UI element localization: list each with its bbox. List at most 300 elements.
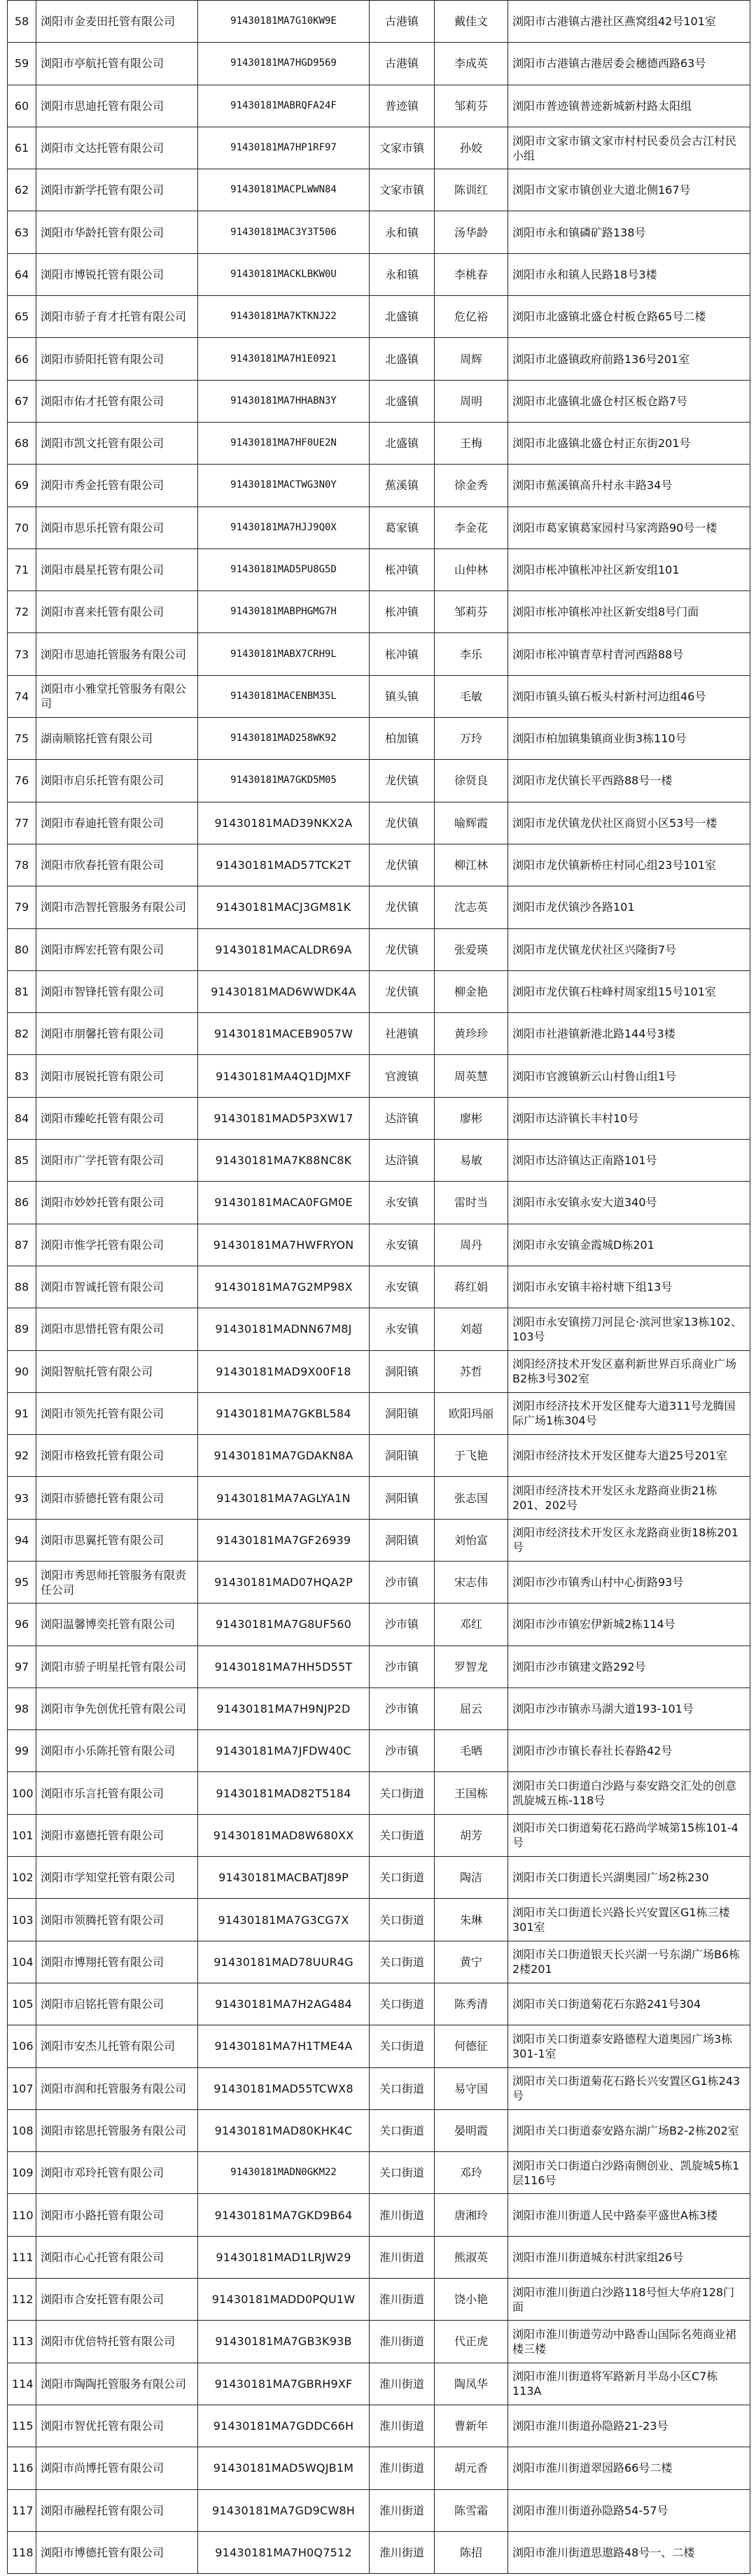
credit-code-cell: 91430181MACBATJ89P	[198, 1857, 370, 1899]
town-cell: 龙伏镇	[370, 928, 435, 970]
table-row	[8, 1097, 750, 1139]
table-row	[8, 253, 750, 295]
town-cell: 关口街道	[370, 2067, 435, 2109]
row-number-cell: 113	[8, 2321, 36, 2363]
row-number-cell: 63	[8, 211, 36, 253]
table-row	[8, 422, 750, 464]
company-name-cell: 浏阳市嘉德托管有限公司	[36, 1814, 198, 1856]
credit-code-cell: 91430181MAD55TCWX8	[198, 2067, 370, 2109]
legal-person-cell: 代正虎	[435, 2321, 508, 2363]
company-name-cell: 浏阳智航托管有限公司	[36, 1350, 198, 1392]
legal-person-cell: 孙姣	[435, 127, 508, 169]
address-cell: 浏阳市枨冲镇青草村青河西路88号	[508, 633, 750, 675]
legal-person-cell: 邹莉芬	[435, 85, 508, 127]
table-row	[8, 1730, 750, 1772]
company-name-cell: 浏阳市亭航托管有限公司	[36, 43, 198, 85]
table-row	[8, 169, 750, 211]
credit-code-cell: 91430181MA7G2MP98X	[198, 1266, 370, 1308]
table-row	[8, 1604, 750, 1646]
table-row	[8, 2236, 750, 2278]
company-name-cell: 浏阳市秀思师托管服务有限责任公司	[36, 1561, 198, 1603]
credit-code-cell: 91430181MACA0FGM0E	[198, 1182, 370, 1224]
credit-code-cell: 91430181MA7GKD5M05	[198, 760, 370, 802]
address-cell: 浏阳经济技术开发区嘉利新世界百乐商业广场B2栋3号302室	[508, 1350, 750, 1392]
legal-person-cell: 苏哲	[435, 1350, 508, 1392]
row-number-cell: 73	[8, 633, 36, 675]
address-cell: 浏阳市淮川街道孙隐路21-23号	[508, 2405, 750, 2447]
legal-person-cell: 山仲林	[435, 549, 508, 590]
row-number-cell: 108	[8, 2109, 36, 2151]
credit-code-cell: 91430181MA7KTKNJ22	[198, 296, 370, 338]
credit-code-cell: 91430181MA7GF26939	[198, 1519, 370, 1561]
company-name-cell: 浏阳市智优托管有限公司	[36, 2405, 198, 2447]
company-name-cell: 浏阳市学知堂托管有限公司	[36, 1857, 198, 1899]
legal-person-cell: 喻辉霞	[435, 802, 508, 844]
table-row	[8, 886, 750, 928]
company-name-cell: 浏阳市安杰儿托管有限公司	[36, 2025, 198, 2067]
credit-code-cell: 91430181MAD80KHK4C	[198, 2109, 370, 2151]
legal-person-cell: 刘超	[435, 1308, 508, 1350]
town-cell: 官渡镇	[370, 1055, 435, 1097]
address-cell: 浏阳市关口街道菊花石路尚学城第15栋101-4号	[508, 1814, 750, 1856]
legal-person-cell: 易守国	[435, 2067, 508, 2109]
table-row	[8, 380, 750, 422]
row-number-cell: 82	[8, 1013, 36, 1055]
table-row	[8, 718, 750, 760]
table-row	[8, 338, 750, 380]
address-cell: 浏阳市淮川街道翠园路66号二楼	[508, 2447, 750, 2489]
credit-code-cell: 91430181MA7H9NJP2D	[198, 1687, 370, 1729]
legal-person-cell: 徐金秀	[435, 465, 508, 507]
address-cell: 浏阳市龙伏镇龙伏社区兴隆街7号	[508, 928, 750, 970]
legal-person-cell: 周英慧	[435, 1055, 508, 1097]
row-number-cell: 84	[8, 1097, 36, 1139]
legal-person-cell: 蒋红娟	[435, 1266, 508, 1308]
table-row	[8, 465, 750, 507]
legal-person-cell: 周明	[435, 380, 508, 422]
company-name-cell: 浏阳市融程托管有限公司	[36, 2489, 198, 2531]
company-name-cell: 浏阳市润和托管服务有限公司	[36, 2067, 198, 2109]
table-row	[8, 1392, 750, 1434]
town-cell: 洞阳镇	[370, 1477, 435, 1519]
company-name-cell: 浏阳市思惜托管有限公司	[36, 1308, 198, 1350]
company-name-cell: 浏阳市展锐托管有限公司	[36, 1055, 198, 1097]
registry-table	[7, 0, 750, 2574]
address-cell: 浏阳市永和镇人民路18号3楼	[508, 253, 750, 295]
legal-person-cell: 黄珍珍	[435, 1013, 508, 1055]
address-cell: 浏阳市永和镇磷矿路138号	[508, 211, 750, 253]
legal-person-cell: 陈招	[435, 2531, 508, 2573]
credit-code-cell: 91430181MABRQFA24F	[198, 85, 370, 127]
row-number-cell: 81	[8, 970, 36, 1012]
table-row	[8, 211, 750, 253]
legal-person-cell: 陶洁	[435, 1857, 508, 1899]
town-cell: 柏加镇	[370, 718, 435, 760]
company-name-cell: 浏阳市欣春托管有限公司	[36, 844, 198, 886]
table-row	[8, 1519, 750, 1561]
credit-code-cell: 91430181MAD8W680XX	[198, 1814, 370, 1856]
town-cell: 沙市镇	[370, 1561, 435, 1603]
table-row	[8, 1182, 750, 1224]
address-cell: 浏阳市经济技术开发区健寿大道25号201室	[508, 1435, 750, 1477]
company-name-cell: 浏阳市邓玲托管有限公司	[36, 2152, 198, 2194]
credit-code-cell: 91430181MA7HH5D55T	[198, 1646, 370, 1687]
legal-person-cell: 张爱瑛	[435, 928, 508, 970]
row-number-cell: 69	[8, 465, 36, 507]
row-number-cell: 86	[8, 1182, 36, 1224]
legal-person-cell: 胡元香	[435, 2447, 508, 2489]
address-cell: 浏阳市龙伏镇龙伏社区商贸小区53号一楼	[508, 802, 750, 844]
table-row	[8, 1013, 750, 1055]
table-row	[8, 1224, 750, 1266]
row-number-cell: 58	[8, 1, 36, 43]
town-cell: 社港镇	[370, 1013, 435, 1055]
address-cell: 浏阳市龙伏镇沙各路101	[508, 886, 750, 928]
address-cell: 浏阳市沙市镇长春社长春路42号	[508, 1730, 750, 1772]
table-row	[8, 1055, 750, 1097]
credit-code-cell: 91430181MA7H1TME4A	[198, 2025, 370, 2067]
address-cell: 浏阳市枨冲镇枨冲社区新安组8号门面	[508, 591, 750, 633]
town-cell: 龙伏镇	[370, 886, 435, 928]
credit-code-cell: 91430181MA7HF0UE2N	[198, 422, 370, 464]
address-cell: 浏阳市沙市镇宏伊新城2栋114号	[508, 1604, 750, 1646]
row-number-cell: 107	[8, 2067, 36, 2109]
company-name-cell: 浏阳市广学托管有限公司	[36, 1140, 198, 1182]
legal-person-cell: 何德征	[435, 2025, 508, 2067]
credit-code-cell: 91430181MA7GKD9B64	[198, 2194, 370, 2236]
credit-code-cell: 91430181MA7H2AG484	[198, 1983, 370, 2025]
legal-person-cell: 屈云	[435, 1687, 508, 1729]
credit-code-cell: 91430181MAD5P3XW17	[198, 1097, 370, 1139]
address-cell: 浏阳市沙市镇秀山村中心街路93号	[508, 1561, 750, 1603]
credit-code-cell: 91430181MA7HGD9569	[198, 43, 370, 85]
row-number-cell: 96	[8, 1604, 36, 1646]
row-number-cell: 112	[8, 2279, 36, 2321]
company-name-cell: 浏阳市思翼托管有限公司	[36, 1519, 198, 1561]
town-cell: 沙市镇	[370, 1730, 435, 1772]
row-number-cell: 83	[8, 1055, 36, 1097]
company-name-cell: 浏阳市骄阳托管有限公司	[36, 338, 198, 380]
town-cell: 永安镇	[370, 1266, 435, 1308]
address-cell: 浏阳市北盛镇北盛仓村区板仓路7号	[508, 380, 750, 422]
row-number-cell: 116	[8, 2447, 36, 2489]
company-name-cell: 浏阳市心心托管有限公司	[36, 2236, 198, 2278]
town-cell: 关口街道	[370, 2109, 435, 2151]
row-number-cell: 118	[8, 2531, 36, 2573]
table-row	[8, 1772, 750, 1814]
town-cell: 关口街道	[370, 1772, 435, 1814]
address-cell: 浏阳市关口街道泰安路德程大道奥园广场3栋301-1室	[508, 2025, 750, 2067]
address-cell: 浏阳市淮川街道将军路新月半岛小区C7栋113A	[508, 2363, 750, 2405]
credit-code-cell: 91430181MA7G10KW9E	[198, 1, 370, 43]
credit-code-cell: 91430181MABPHGMG7H	[198, 591, 370, 633]
address-cell: 浏阳市北盛镇北盛仓村板仓路65号二楼	[508, 296, 750, 338]
row-number-cell: 106	[8, 2025, 36, 2067]
town-cell: 北盛镇	[370, 380, 435, 422]
town-cell: 淮川街道	[370, 2279, 435, 2321]
legal-person-cell: 邓玲	[435, 2152, 508, 2194]
legal-person-cell: 雷时当	[435, 1182, 508, 1224]
legal-person-cell: 万玲	[435, 718, 508, 760]
row-number-cell: 59	[8, 43, 36, 85]
credit-code-cell: 91430181MA7HWFRYON	[198, 1224, 370, 1266]
company-name-cell: 浏阳市启乐托管有限公司	[36, 760, 198, 802]
row-number-cell: 109	[8, 2152, 36, 2194]
credit-code-cell: 91430181MAD57TCK2T	[198, 844, 370, 886]
town-cell: 永和镇	[370, 253, 435, 295]
table-row	[8, 2194, 750, 2236]
row-number-cell: 74	[8, 675, 36, 717]
credit-code-cell: 91430181MA7H1E0921	[198, 338, 370, 380]
town-cell: 淮川街道	[370, 2321, 435, 2363]
company-name-cell: 浏阳市思迪托管有限公司	[36, 85, 198, 127]
town-cell: 沙市镇	[370, 1604, 435, 1646]
town-cell: 永安镇	[370, 1308, 435, 1350]
address-cell: 浏阳市关口街道菊花石东路241号304	[508, 1983, 750, 2025]
town-cell: 文家市镇	[370, 127, 435, 169]
company-name-cell: 浏阳市惟学托管有限公司	[36, 1224, 198, 1266]
legal-person-cell: 周丹	[435, 1224, 508, 1266]
table-row	[8, 2489, 750, 2531]
company-name-cell: 浏阳市辉宏托管有限公司	[36, 928, 198, 970]
credit-code-cell: 91430181MA7GBRH9XF	[198, 2363, 370, 2405]
address-cell: 浏阳市关口街道银天长兴湖一号东湖广场B6栋2楼201	[508, 1941, 750, 1983]
company-name-cell: 浏阳市金麦田托管有限公司	[36, 1, 198, 43]
legal-person-cell: 晏明霞	[435, 2109, 508, 2151]
credit-code-cell: 91430181MAD5WQJB1M	[198, 2447, 370, 2489]
row-number-cell: 115	[8, 2405, 36, 2447]
table-row	[8, 1435, 750, 1477]
address-cell: 浏阳市龙伏镇新桥庄村同心组23号101室	[508, 844, 750, 886]
row-number-cell: 103	[8, 1899, 36, 1941]
town-cell: 北盛镇	[370, 422, 435, 464]
address-cell: 浏阳市淮川街道白沙路118号恒大华府128门面	[508, 2279, 750, 2321]
town-cell: 古港镇	[370, 1, 435, 43]
address-cell: 浏阳市蕉溪镇高升村永丰路34号	[508, 465, 750, 507]
town-cell: 镇头镇	[370, 675, 435, 717]
legal-person-cell: 李桃春	[435, 253, 508, 295]
table-row	[8, 802, 750, 844]
row-number-cell: 67	[8, 380, 36, 422]
company-name-cell: 浏阳市争先创优托管有限公司	[36, 1687, 198, 1729]
credit-code-cell: 91430181MADN0GKM22	[198, 2152, 370, 2194]
row-number-cell: 90	[8, 1350, 36, 1392]
town-cell: 龙伏镇	[370, 844, 435, 886]
row-number-cell: 104	[8, 1941, 36, 1983]
row-number-cell: 105	[8, 1983, 36, 2025]
credit-code-cell: 91430181MADNN67M8J	[198, 1308, 370, 1350]
credit-code-cell: 91430181MACPLWWN84	[198, 169, 370, 211]
credit-code-cell: 91430181MACTWG3N0Y	[198, 465, 370, 507]
legal-person-cell: 危亿裕	[435, 296, 508, 338]
town-cell: 淮川街道	[370, 2194, 435, 2236]
credit-code-cell: 91430181MAD5PU8G5D	[198, 549, 370, 590]
legal-person-cell: 陈雪霜	[435, 2489, 508, 2531]
credit-code-cell: 91430181MA7G3CG7X	[198, 1899, 370, 1941]
credit-code-cell: 91430181MA7HP1RF97	[198, 127, 370, 169]
address-cell: 浏阳市关口街道泰安路东湖广场B2-2栋202室	[508, 2109, 750, 2151]
table-row	[8, 2279, 750, 2321]
row-number-cell: 77	[8, 802, 36, 844]
registry-table-body	[8, 1, 750, 2574]
address-cell: 浏阳市文家市镇文家市村村民委员会古江村民小组	[508, 127, 750, 169]
address-cell: 浏阳市经济技术开发区健寿大道311号龙腾国际广场1栋304号	[508, 1392, 750, 1434]
legal-person-cell: 王梅	[435, 422, 508, 464]
address-cell: 浏阳市文家市镇创业大道北侧167号	[508, 169, 750, 211]
address-cell: 浏阳市关口街道菊花石路长兴安置区G1栋243号	[508, 2067, 750, 2109]
credit-code-cell: 91430181MAD07HQA2P	[198, 1561, 370, 1603]
table-row	[8, 1561, 750, 1603]
row-number-cell: 110	[8, 2194, 36, 2236]
credit-code-cell: 91430181MAD9X00F18	[198, 1350, 370, 1392]
table-row	[8, 1941, 750, 1983]
table-row	[8, 2025, 750, 2067]
town-cell: 洞阳镇	[370, 1350, 435, 1392]
address-cell: 浏阳市达浒镇达正南路101号	[508, 1140, 750, 1182]
company-name-cell: 浏阳市骄子明星托管有限公司	[36, 1646, 198, 1687]
company-name-cell: 浏阳市领腾托管有限公司	[36, 1899, 198, 1941]
credit-code-cell: 91430181MAC3Y3T506	[198, 211, 370, 253]
legal-person-cell: 王国栋	[435, 1772, 508, 1814]
credit-code-cell: 91430181MABX7CRH9L	[198, 633, 370, 675]
table-row	[8, 2405, 750, 2447]
credit-code-cell: 91430181MA7AGLYA1N	[198, 1477, 370, 1519]
row-number-cell: 80	[8, 928, 36, 970]
credit-code-cell: 91430181MA7GKBL584	[198, 1392, 370, 1434]
row-number-cell: 62	[8, 169, 36, 211]
address-cell: 浏阳市关口街道白沙路南侧创业、凯旋城5栋1层116号	[508, 2152, 750, 2194]
row-number-cell: 70	[8, 507, 36, 549]
row-number-cell: 61	[8, 127, 36, 169]
legal-person-cell: 宋志伟	[435, 1561, 508, 1603]
row-number-cell: 85	[8, 1140, 36, 1182]
table-row	[8, 2321, 750, 2363]
town-cell: 淮川街道	[370, 2489, 435, 2531]
town-cell: 永安镇	[370, 1182, 435, 1224]
table-row	[8, 633, 750, 675]
legal-person-cell: 易敏	[435, 1140, 508, 1182]
address-cell: 浏阳市官渡镇新云山村鲁山组1号	[508, 1055, 750, 1097]
credit-code-cell: 91430181MAD82T5184	[198, 1772, 370, 1814]
address-cell: 浏阳市古港镇古港社区燕窝组42号101室	[508, 1, 750, 43]
row-number-cell: 99	[8, 1730, 36, 1772]
town-cell: 洞阳镇	[370, 1435, 435, 1477]
address-cell: 浏阳市淮川街道城东村洪家组26号	[508, 2236, 750, 2278]
address-cell: 浏阳市关口街道白沙路与泰安路交汇处的创意凯旋城五栋-118号	[508, 1772, 750, 1814]
table-row	[8, 43, 750, 85]
legal-person-cell: 于飞艳	[435, 1435, 508, 1477]
legal-person-cell: 柳江林	[435, 844, 508, 886]
row-number-cell: 64	[8, 253, 36, 295]
town-cell: 洞阳镇	[370, 1519, 435, 1561]
town-cell: 淮川街道	[370, 2531, 435, 2573]
legal-person-cell: 朱琳	[435, 1899, 508, 1941]
address-cell: 浏阳市沙市镇建文路292号	[508, 1646, 750, 1687]
row-number-cell: 92	[8, 1435, 36, 1477]
company-name-cell: 浏阳市博锐托管有限公司	[36, 253, 198, 295]
legal-person-cell: 徐贤良	[435, 760, 508, 802]
credit-code-cell: 91430181MAD1LRJW29	[198, 2236, 370, 2278]
address-cell: 浏阳市淮川街道劳动中路香山国际名苑商业裙楼三楼	[508, 2321, 750, 2363]
credit-code-cell: 91430181MA7G8UF560	[198, 1604, 370, 1646]
town-cell: 达浒镇	[370, 1097, 435, 1139]
table-row	[8, 591, 750, 633]
address-cell: 浏阳市葛家镇葛家园村马家湾路90号一楼	[508, 507, 750, 549]
legal-person-cell: 欧阳玛丽	[435, 1392, 508, 1434]
address-cell: 浏阳市永安镇永安大道340号	[508, 1182, 750, 1224]
address-cell: 浏阳市龙伏镇长平西路88号一楼	[508, 760, 750, 802]
town-cell: 关口街道	[370, 2152, 435, 2194]
town-cell: 文家市镇	[370, 169, 435, 211]
row-number-cell: 76	[8, 760, 36, 802]
row-number-cell: 78	[8, 844, 36, 886]
table-row	[8, 1646, 750, 1687]
row-number-cell: 66	[8, 338, 36, 380]
table-row	[8, 844, 750, 886]
row-number-cell: 100	[8, 1772, 36, 1814]
company-name-cell: 浏阳市铭思托管服务有限公司	[36, 2109, 198, 2151]
address-cell: 浏阳市柏加镇集镇商业街3栋110号	[508, 718, 750, 760]
address-cell: 浏阳市北盛镇政府前路136号201室	[508, 338, 750, 380]
company-name-cell: 浏阳市朋馨托管有限公司	[36, 1013, 198, 1055]
legal-person-cell: 胡芳	[435, 1814, 508, 1856]
town-cell: 枨冲镇	[370, 549, 435, 590]
town-cell: 永安镇	[370, 1224, 435, 1266]
row-number-cell: 72	[8, 591, 36, 633]
table-row	[8, 675, 750, 717]
company-name-cell: 浏阳市优倍特托管有限公司	[36, 2321, 198, 2363]
town-cell: 关口街道	[370, 1899, 435, 1941]
table-row	[8, 760, 750, 802]
address-cell: 浏阳市淮川街道人民中路泰平盛世A栋3楼	[508, 2194, 750, 2236]
address-cell: 浏阳市古港镇古港居委会穗德西路63号	[508, 43, 750, 85]
row-number-cell: 101	[8, 1814, 36, 1856]
legal-person-cell: 李金花	[435, 507, 508, 549]
table-row	[8, 127, 750, 169]
address-cell: 浏阳市永安镇金霞城D栋201	[508, 1224, 750, 1266]
company-name-cell: 浏阳市华龄托管有限公司	[36, 211, 198, 253]
table-row	[8, 928, 750, 970]
company-name-cell: 浏阳市领先托管有限公司	[36, 1392, 198, 1434]
row-number-cell: 93	[8, 1477, 36, 1519]
row-number-cell: 75	[8, 718, 36, 760]
town-cell: 关口街道	[370, 1814, 435, 1856]
company-name-cell: 浏阳市思乐托管有限公司	[36, 507, 198, 549]
company-name-cell: 浏阳市浩智托管服务有限公司	[36, 886, 198, 928]
row-number-cell: 88	[8, 1266, 36, 1308]
table-row	[8, 2363, 750, 2405]
address-cell: 浏阳市永安镇丰裕村塘下组13号	[508, 1266, 750, 1308]
legal-person-cell: 邹莉芬	[435, 591, 508, 633]
company-name-cell: 浏阳市骄子育才托管有限公司	[36, 296, 198, 338]
legal-person-cell: 张志国	[435, 1477, 508, 1519]
address-cell: 浏阳市枨冲镇枨冲社区新安组101	[508, 549, 750, 590]
credit-code-cell: 91430181MAD39NKX2A	[198, 802, 370, 844]
address-cell: 浏阳市淮川街道孙隐路54-57号	[508, 2489, 750, 2531]
town-cell: 永和镇	[370, 211, 435, 253]
company-name-cell: 浏阳市骄德托管有限公司	[36, 1477, 198, 1519]
row-number-cell: 71	[8, 549, 36, 590]
address-cell: 浏阳市经济技术开发区永龙路商业街18栋201号	[508, 1519, 750, 1561]
town-cell: 沙市镇	[370, 1646, 435, 1687]
table-row	[8, 2109, 750, 2151]
town-cell: 北盛镇	[370, 338, 435, 380]
company-name-cell: 浏阳市格致托管有限公司	[36, 1435, 198, 1477]
legal-person-cell: 熊淑英	[435, 2236, 508, 2278]
row-number-cell: 114	[8, 2363, 36, 2405]
address-cell: 浏阳市达浒镇长丰村10号	[508, 1097, 750, 1139]
company-name-cell: 浏阳市小路托管有限公司	[36, 2194, 198, 2236]
